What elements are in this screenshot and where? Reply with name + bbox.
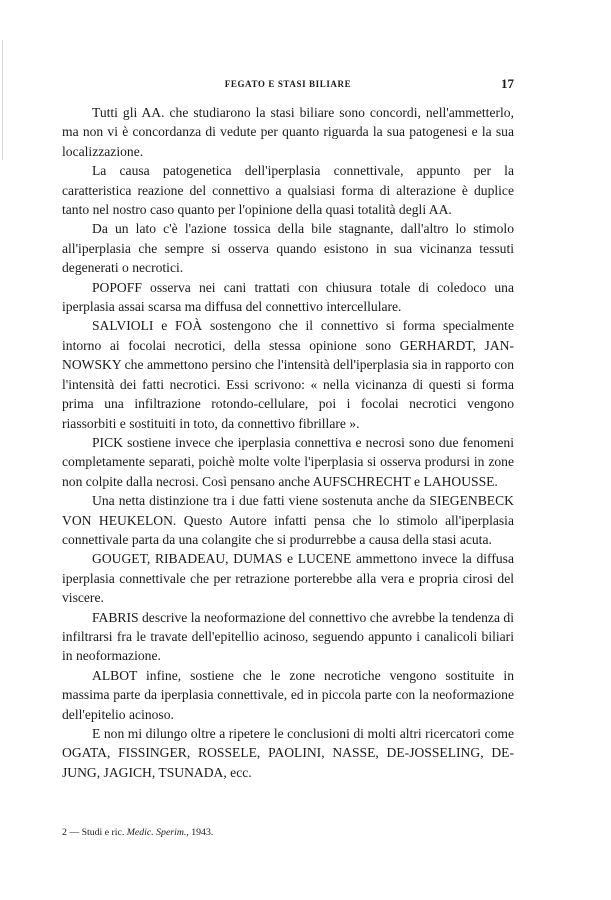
paragraph: Una netta distinzione tra i due fatti viene sostenuta anche da SIEGENBECK VON HEUKELON. Questo Autore infatti pensa che lo stimolo all'iperplasia connettivale parta da una colangite che si produrrebbe a causa della stasi acuta. (62, 493, 514, 547)
paragraph: Tutti gli AA. che studiarono la stasi biliare sono concordi, nell'ammetterlo, ma non vi è concordanza di vedute per quanto riguarda la sua patogenesi e la sua localizzazione. (62, 105, 514, 159)
paragraph: PICK sostiene invece che iperplasia connettiva e necrosi sono due fenomeni completamente separati, poichè molte volte l'iperplasia si osserva prodursi in zone non colpite dalla necrosi. Così pensano anche AUFSCHRECHT e LAHOUSSE. (62, 434, 514, 489)
paragraph: GOUGET, RIBADEAU, DUMAS e LUCENE ammettono invece la diffusa iperplasia connettivale che per retrazione porterebbe alla vera e propria cirosi del viscere. (62, 551, 514, 606)
body-text (62, 103, 514, 782)
page-number: 17 (501, 76, 514, 91)
margin-binding-mark (2, 40, 3, 160)
paragraph: E non mi dilungo oltre a ripetere le conclusioni di molti altri ricercatori come OGATA, FISSINGER, ROSSELE, PAOLINI, NASSE, DE-JOSSELING, DE-JUNG, JAGICH, TSUNADA, ecc. (62, 726, 514, 780)
paragraph: FABRIS descrive la neoformazione del connettivo che avrebbe la tendenza di infiltrarsi fra le travate dell'epitellio acinoso, seguendo appunto i canalicoli biliari in neoformazione. (62, 609, 514, 664)
footer-suffix: , 1943. (186, 827, 214, 838)
paragraph: ALBOT infine, sostiene che le zone necrotiche vengono sostituite in massima parte da iperplasia connettivale, ed in piccola parte con la neoformazione dell'epitelio acinoso. (62, 667, 514, 722)
paragraph: Da un lato c'è l'azione tossica della bile stagnante, dall'altro lo stimolo all'iperplasia che sempre si osserva quando esistono in sua vicinanza tessuti degenerati o necrotici. (62, 221, 514, 276)
paragraph: La causa patogenetica dell'iperplasia connettivale, appunto per la caratteristica reazione del connettivo a qualsiasi forma di alterazione è duplice tanto nel nostro caso quanto per l'opinione della quasi totalità degli AA. (62, 163, 514, 218)
paragraph: SALVIOLI e FOÀ sostengono che il connettivo si forma specialmente intorno ai focolai necrotici, della stessa opinione sono GERHARDT, JANNOWSKY che ammettono persino che l'intensità dell'iperplasia sia in rapporto con l'intensità dei fatti necrotici. Essi scrivono: « nella vicinanza di questi si forma prima una infiltrazione rotondo-cellulare, poi i focolai necrotici vengono riassorbiti e sostituiti in toto, da connettivo fibrillare ». (62, 318, 514, 431)
footer-journal: Medic. Sperim. (126, 827, 187, 838)
running-title: FEGATO E STASI BILIARE (224, 79, 352, 89)
page-header (62, 76, 514, 92)
paragraph: POPOFF osserva nei cani trattati con chiusura totale di coledoco una iperplasia assai scarsa ma diffusa del connettivo intercellulare. (62, 279, 514, 315)
page-footer (62, 827, 213, 838)
footer-prefix: 2 — Studi e ric. (62, 827, 127, 838)
